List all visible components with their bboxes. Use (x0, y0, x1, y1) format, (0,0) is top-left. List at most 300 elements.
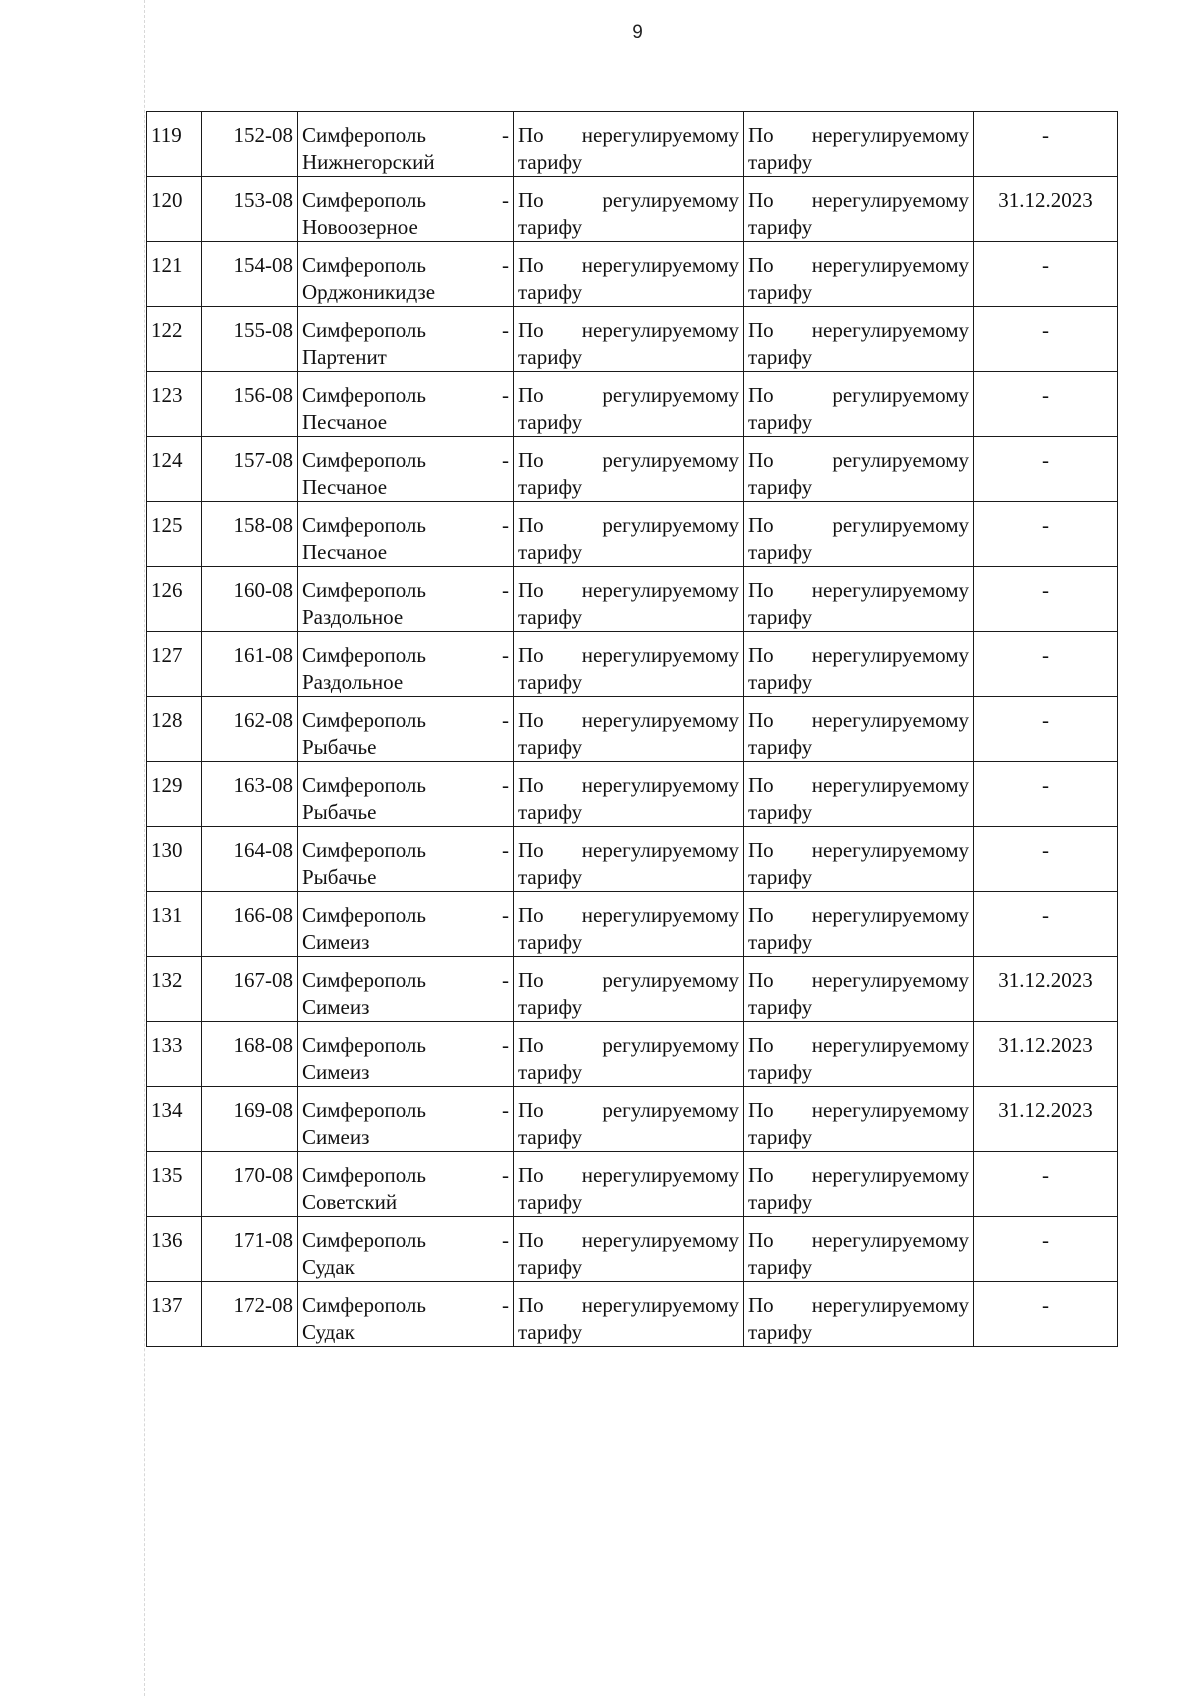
tariff-future (744, 1022, 974, 1087)
tariff-word: По (518, 1163, 544, 1187)
tariff-type: нерегулируемому (811, 903, 969, 927)
table-row (147, 502, 1118, 567)
tariff-word: По (748, 448, 774, 472)
route-code: 172-08 (202, 1282, 298, 1347)
tariff-type: регулируемому (602, 448, 739, 472)
tariff-type: регулируемому (832, 448, 969, 472)
route-name (298, 567, 514, 632)
route-origin: Симферополь (302, 188, 426, 212)
tariff-word: По (748, 773, 774, 797)
tariff-word-2: тарифу (518, 930, 583, 954)
table-row (147, 1022, 1118, 1087)
route-origin: Симферополь (302, 448, 426, 472)
route-code: 152-08 (202, 112, 298, 177)
tariff-word-2: тарифу (748, 995, 813, 1019)
route-dash: - (502, 968, 509, 992)
tariff-current (514, 567, 744, 632)
tariff-future (744, 437, 974, 502)
tariff-type: регулируемому (602, 188, 739, 212)
row-number: 120 (147, 177, 202, 242)
route-name (298, 1282, 514, 1347)
tariff-type: нерегулируемому (811, 1163, 969, 1187)
tariff-type: нерегулируемому (811, 968, 969, 992)
route-code: 170-08 (202, 1152, 298, 1217)
tariff-type: нерегулируемому (811, 1228, 969, 1252)
tariff-future (744, 307, 974, 372)
route-name (298, 502, 514, 567)
row-number: 122 (147, 307, 202, 372)
route-name (298, 437, 514, 502)
tariff-type: нерегулируемому (581, 123, 739, 147)
route-name (298, 632, 514, 697)
tariff-word: По (518, 708, 544, 732)
change-date: - (974, 1282, 1118, 1347)
change-date: - (974, 697, 1118, 762)
tariff-current (514, 1087, 744, 1152)
tariff-current (514, 957, 744, 1022)
tariff-word: По (748, 1228, 774, 1252)
tariff-word-2: тарифу (518, 410, 583, 434)
route-dash: - (502, 708, 509, 732)
table-row (147, 957, 1118, 1022)
table-row (147, 437, 1118, 502)
tariff-word-2: тарифу (518, 605, 583, 629)
tariff-current (514, 242, 744, 307)
tariff-type: нерегулируемому (811, 578, 969, 602)
route-code: 171-08 (202, 1217, 298, 1282)
row-number: 135 (147, 1152, 202, 1217)
route-origin: Симферополь (302, 1293, 426, 1317)
tariff-word: По (748, 383, 774, 407)
route-name (298, 827, 514, 892)
change-date: - (974, 437, 1118, 502)
table-row (147, 1087, 1118, 1152)
route-dash: - (502, 1228, 509, 1252)
tariff-word: По (518, 643, 544, 667)
tariff-type: нерегулируемому (581, 1293, 739, 1317)
tariff-type: нерегулируемому (581, 1228, 739, 1252)
route-name (298, 1087, 514, 1152)
tariff-type: нерегулируемому (811, 188, 969, 212)
tariff-word: По (748, 318, 774, 342)
table-row (147, 177, 1118, 242)
route-destination: Симеиз (302, 1060, 370, 1084)
route-destination: Песчаное (302, 540, 388, 564)
route-dash: - (502, 1293, 509, 1317)
tariff-future (744, 632, 974, 697)
tariff-word: По (518, 253, 544, 277)
route-dash: - (502, 1163, 509, 1187)
tariff-type: нерегулируемому (581, 708, 739, 732)
tariff-word-2: тарифу (518, 280, 583, 304)
change-date: 31.12.2023 (974, 1087, 1118, 1152)
route-name (298, 957, 514, 1022)
tariff-word-2: тарифу (748, 605, 813, 629)
route-dash: - (502, 123, 509, 147)
tariff-word-2: тарифу (518, 670, 583, 694)
route-destination: Симеиз (302, 1125, 370, 1149)
row-number: 130 (147, 827, 202, 892)
route-code: 166-08 (202, 892, 298, 957)
tariff-current (514, 1152, 744, 1217)
tariff-word: По (518, 578, 544, 602)
route-origin: Симферополь (302, 123, 426, 147)
route-origin: Симферополь (302, 838, 426, 862)
route-name (298, 697, 514, 762)
route-origin: Симферополь (302, 1228, 426, 1252)
route-dash: - (502, 903, 509, 927)
tariff-word: По (518, 448, 544, 472)
route-code: 164-08 (202, 827, 298, 892)
row-number: 128 (147, 697, 202, 762)
route-dash: - (502, 773, 509, 797)
tariff-current (514, 697, 744, 762)
route-origin: Симферополь (302, 643, 426, 667)
route-name (298, 177, 514, 242)
tariff-word-2: тарифу (748, 150, 813, 174)
change-date: - (974, 1152, 1118, 1217)
tariff-word: По (518, 773, 544, 797)
tariff-word-2: тарифу (748, 540, 813, 564)
tariff-word: По (518, 968, 544, 992)
route-destination: Рыбачье (302, 735, 377, 759)
tariff-word: По (748, 188, 774, 212)
route-code: 153-08 (202, 177, 298, 242)
table-row (147, 567, 1118, 632)
route-origin: Симферополь (302, 253, 426, 277)
tariff-current (514, 502, 744, 567)
tariff-word-2: тарифу (518, 1125, 583, 1149)
tariff-future (744, 177, 974, 242)
route-name (298, 112, 514, 177)
row-number: 137 (147, 1282, 202, 1347)
tariff-word-2: тарифу (518, 735, 583, 759)
route-code: 161-08 (202, 632, 298, 697)
change-date: - (974, 502, 1118, 567)
row-number: 127 (147, 632, 202, 697)
route-code: 155-08 (202, 307, 298, 372)
tariff-type: нерегулируемому (811, 1033, 969, 1057)
route-destination: Партенит (302, 345, 387, 369)
change-date: - (974, 827, 1118, 892)
tariff-future (744, 1152, 974, 1217)
tariff-word-2: тарифу (748, 1255, 813, 1279)
change-date: - (974, 307, 1118, 372)
route-origin: Симферополь (302, 968, 426, 992)
tariff-type: нерегулируемому (811, 318, 969, 342)
table-row (147, 827, 1118, 892)
tariff-word: По (518, 188, 544, 212)
tariff-type: нерегулируемому (581, 578, 739, 602)
tariff-type: нерегулируемому (811, 643, 969, 667)
route-origin: Симферополь (302, 578, 426, 602)
change-date: 31.12.2023 (974, 177, 1118, 242)
route-destination: Симеиз (302, 995, 370, 1019)
route-destination: Новоозерное (302, 215, 418, 239)
tariff-word: По (748, 513, 774, 537)
route-destination: Орджоникидзе (302, 280, 436, 304)
route-origin: Симферополь (302, 903, 426, 927)
tariff-word-2: тарифу (748, 930, 813, 954)
tariff-current (514, 1022, 744, 1087)
tariff-current (514, 1217, 744, 1282)
margin-line (144, 0, 145, 1696)
route-origin: Симферополь (302, 1098, 426, 1122)
tariff-word: По (748, 578, 774, 602)
tariff-word-2: тарифу (748, 1125, 813, 1149)
tariff-word-2: тарифу (748, 800, 813, 824)
tariff-future (744, 827, 974, 892)
table-row (147, 307, 1118, 372)
tariff-word-2: тарифу (748, 215, 813, 239)
table-row (147, 1282, 1118, 1347)
tariff-word: По (518, 1293, 544, 1317)
route-origin: Симферополь (302, 773, 426, 797)
route-destination: Раздольное (302, 670, 404, 694)
tariff-word-2: тарифу (518, 995, 583, 1019)
route-code: 163-08 (202, 762, 298, 827)
row-number: 119 (147, 112, 202, 177)
tariff-future (744, 372, 974, 437)
route-dash: - (502, 513, 509, 537)
tariff-word-2: тарифу (518, 475, 583, 499)
tariff-type: регулируемому (832, 383, 969, 407)
table-row (147, 372, 1118, 437)
tariff-type: нерегулируемому (581, 773, 739, 797)
route-dash: - (502, 838, 509, 862)
routes-table-body (147, 112, 1118, 1347)
change-date: - (974, 632, 1118, 697)
row-number: 134 (147, 1087, 202, 1152)
page-number: 9 (632, 22, 643, 43)
row-number: 131 (147, 892, 202, 957)
row-number: 136 (147, 1217, 202, 1282)
tariff-word-2: тарифу (748, 865, 813, 889)
route-origin: Симферополь (302, 513, 426, 537)
change-date: - (974, 892, 1118, 957)
table-row (147, 1152, 1118, 1217)
route-name (298, 1217, 514, 1282)
tariff-type: нерегулируемому (581, 838, 739, 862)
tariff-word: По (518, 513, 544, 537)
tariff-current (514, 762, 744, 827)
tariff-word: По (748, 1163, 774, 1187)
row-number: 125 (147, 502, 202, 567)
tariff-word: По (518, 1228, 544, 1252)
tariff-word-2: тарифу (518, 215, 583, 239)
tariff-future (744, 892, 974, 957)
table-row (147, 762, 1118, 827)
table-row (147, 1217, 1118, 1282)
tariff-word-2: тарифу (748, 1320, 813, 1344)
route-dash: - (502, 1033, 509, 1057)
route-origin: Симферополь (302, 1033, 426, 1057)
routes-table (146, 111, 1118, 1347)
tariff-type: регулируемому (832, 513, 969, 537)
row-number: 129 (147, 762, 202, 827)
route-code: 169-08 (202, 1087, 298, 1152)
tariff-word: По (518, 1033, 544, 1057)
tariff-word-2: тарифу (748, 280, 813, 304)
route-name (298, 242, 514, 307)
tariff-word-2: тарифу (748, 475, 813, 499)
tariff-type: регулируемому (602, 968, 739, 992)
tariff-type: нерегулируемому (811, 123, 969, 147)
tariff-future (744, 567, 974, 632)
tariff-future (744, 957, 974, 1022)
route-destination: Симеиз (302, 930, 370, 954)
table-row (147, 892, 1118, 957)
tariff-word: По (518, 838, 544, 862)
tariff-word: По (748, 1098, 774, 1122)
change-date: - (974, 372, 1118, 437)
tariff-current (514, 177, 744, 242)
change-date: - (974, 112, 1118, 177)
route-destination: Судак (302, 1255, 355, 1279)
tariff-word: По (748, 1293, 774, 1317)
tariff-future (744, 762, 974, 827)
route-code: 154-08 (202, 242, 298, 307)
tariff-future (744, 697, 974, 762)
tariff-current (514, 437, 744, 502)
tariff-type: регулируемому (602, 1098, 739, 1122)
table-row (147, 112, 1118, 177)
tariff-word-2: тарифу (518, 1060, 583, 1084)
tariff-current (514, 372, 744, 437)
tariff-type: нерегулируемому (581, 643, 739, 667)
route-name (298, 1152, 514, 1217)
row-number: 124 (147, 437, 202, 502)
tariff-current (514, 892, 744, 957)
change-date: - (974, 242, 1118, 307)
tariff-word: По (748, 968, 774, 992)
route-origin: Симферополь (302, 318, 426, 342)
tariff-word-2: тарифу (518, 150, 583, 174)
route-code: 156-08 (202, 372, 298, 437)
route-dash: - (502, 253, 509, 277)
route-dash: - (502, 318, 509, 342)
tariff-type: нерегулируемому (811, 773, 969, 797)
route-code: 157-08 (202, 437, 298, 502)
tariff-future (744, 112, 974, 177)
tariff-type: нерегулируемому (581, 253, 739, 277)
route-code: 167-08 (202, 957, 298, 1022)
route-name (298, 762, 514, 827)
tariff-word-2: тарифу (518, 800, 583, 824)
tariff-word: По (518, 318, 544, 342)
route-destination: Судак (302, 1320, 355, 1344)
tariff-type: нерегулируемому (581, 903, 739, 927)
change-date: 31.12.2023 (974, 957, 1118, 1022)
route-destination: Песчаное (302, 475, 388, 499)
tariff-word: По (748, 643, 774, 667)
tariff-word-2: тарифу (748, 735, 813, 759)
tariff-future (744, 1087, 974, 1152)
route-dash: - (502, 1098, 509, 1122)
tariff-word-2: тарифу (748, 410, 813, 434)
tariff-word-2: тарифу (748, 1190, 813, 1214)
route-name (298, 1022, 514, 1087)
route-dash: - (502, 578, 509, 602)
route-origin: Симферополь (302, 1163, 426, 1187)
route-dash: - (502, 643, 509, 667)
route-code: 168-08 (202, 1022, 298, 1087)
tariff-word-2: тарифу (518, 865, 583, 889)
route-destination: Песчаное (302, 410, 388, 434)
tariff-word: По (518, 123, 544, 147)
route-destination: Советский (302, 1190, 398, 1214)
tariff-word: По (748, 253, 774, 277)
route-code: 162-08 (202, 697, 298, 762)
tariff-current (514, 827, 744, 892)
tariff-future (744, 502, 974, 567)
tariff-current (514, 632, 744, 697)
route-dash: - (502, 448, 509, 472)
tariff-future (744, 1282, 974, 1347)
tariff-type: регулируемому (602, 1033, 739, 1057)
route-destination: Нижнегорский (302, 150, 435, 174)
tariff-future (744, 242, 974, 307)
change-date: - (974, 567, 1118, 632)
tariff-word-2: тарифу (748, 1060, 813, 1084)
tariff-word: По (748, 838, 774, 862)
tariff-word-2: тарифу (518, 1320, 583, 1344)
row-number: 123 (147, 372, 202, 437)
tariff-current (514, 1282, 744, 1347)
tariff-word-2: тарифу (518, 540, 583, 564)
tariff-word: По (748, 903, 774, 927)
tariff-type: регулируемому (602, 383, 739, 407)
route-code: 158-08 (202, 502, 298, 567)
table-row (147, 632, 1118, 697)
tariff-type: нерегулируемому (811, 708, 969, 732)
row-number: 132 (147, 957, 202, 1022)
tariff-word: По (518, 383, 544, 407)
tariff-type: нерегулируемому (581, 318, 739, 342)
route-name (298, 307, 514, 372)
table-row (147, 697, 1118, 762)
row-number: 126 (147, 567, 202, 632)
tariff-word: По (748, 123, 774, 147)
route-origin: Симферополь (302, 383, 426, 407)
tariff-current (514, 307, 744, 372)
route-name (298, 372, 514, 437)
tariff-word: По (748, 1033, 774, 1057)
route-code: 160-08 (202, 567, 298, 632)
row-number: 133 (147, 1022, 202, 1087)
tariff-word: По (518, 1098, 544, 1122)
tariff-word: По (748, 708, 774, 732)
route-destination: Рыбачье (302, 800, 377, 824)
tariff-future (744, 1217, 974, 1282)
tariff-word-2: тарифу (518, 1255, 583, 1279)
tariff-word-2: тарифу (748, 345, 813, 369)
route-dash: - (502, 188, 509, 212)
tariff-type: нерегулируемому (811, 1098, 969, 1122)
change-date: - (974, 762, 1118, 827)
table-row (147, 242, 1118, 307)
tariff-type: нерегулируемому (811, 1293, 969, 1317)
tariff-word: По (518, 903, 544, 927)
tariff-type: нерегулируемому (811, 253, 969, 277)
tariff-word-2: тарифу (748, 670, 813, 694)
route-destination: Рыбачье (302, 865, 377, 889)
tariff-type: регулируемому (602, 513, 739, 537)
tariff-type: нерегулируемому (811, 838, 969, 862)
route-dash: - (502, 383, 509, 407)
change-date: 31.12.2023 (974, 1022, 1118, 1087)
row-number: 121 (147, 242, 202, 307)
